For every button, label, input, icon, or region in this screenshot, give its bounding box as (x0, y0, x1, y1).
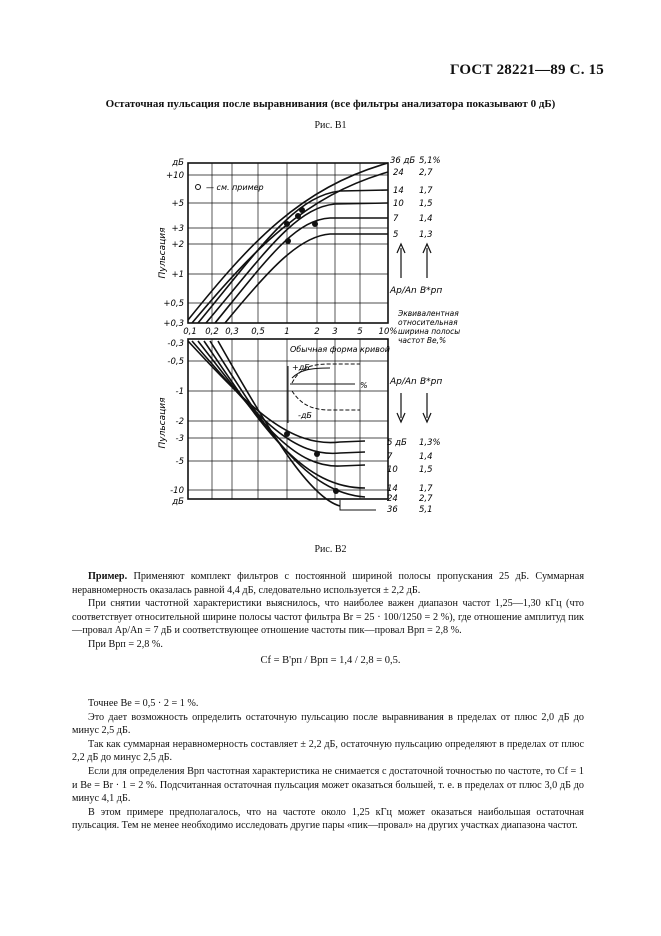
bottom-chart-ylabel: Пульсация (158, 397, 168, 449)
example-lead: Пример. (88, 571, 128, 582)
svg-text:24: 24 (393, 168, 404, 178)
ripple-chart-figure (140, 148, 520, 528)
formula: Cf = B'рп / Bрп = 1,4 / 2,8 = 0,5. (260, 655, 401, 666)
svg-text:36: 36 (387, 505, 398, 515)
svg-text:10%: 10% (378, 327, 398, 337)
svg-text:+5: +5 (171, 199, 184, 209)
bottom-chart-right-labels (387, 438, 441, 515)
top-x-caption (397, 309, 460, 345)
bottom-chart-ytick-labels (167, 339, 184, 507)
paragraph-2: При снятии частотной характеристики выяснилось, что наиболее важен диапазон частот 1,25—1,30 кГц (что соответствует относительной ширине полосы частот фильтра Br = 25 · 100/1250 = 2 %), где отношение амплитуд пик—провал Ap/An = 7 дБ и соответствующее отношение частоты пик—провал Bрп = 2,8 %. (72, 598, 584, 637)
svg-text:5 дБ: 5 дБ (387, 438, 407, 448)
svg-text:0,3: 0,3 (225, 327, 239, 337)
svg-text:10: 10 (387, 465, 398, 475)
svg-text:-2: -2 (175, 417, 184, 427)
svg-text:0,2: 0,2 (205, 327, 219, 337)
svg-text:Эквивалентная: Эквивалентная (398, 309, 459, 318)
svg-text:дБ: дБ (172, 158, 184, 168)
svg-text:1,5: 1,5 (419, 465, 433, 475)
paragraph-6: Так как суммарная неравномерность составляет ± 2,2 дБ, остаточную пульсацию определяют в пределах от плюс 2,2 дБ до минус 2,5 дБ. (72, 738, 584, 764)
bcurve-7db (192, 341, 365, 453)
top-chart-ylabel: Пульсация (158, 227, 168, 279)
svg-text:-0,3: -0,3 (167, 339, 184, 349)
svg-text:1,7: 1,7 (419, 484, 433, 494)
top-chart-right-labels (390, 156, 441, 240)
svg-text:24: 24 (387, 494, 398, 504)
svg-text:0,5: 0,5 (251, 327, 265, 337)
svg-text:14: 14 (387, 484, 398, 494)
figure-b1-caption: Рис. В1 (314, 120, 347, 131)
curve-10db (206, 203, 388, 323)
svg-text:-дБ: -дБ (298, 411, 312, 420)
svg-text:36 дБ: 36 дБ (390, 156, 416, 166)
page-header: ГОСТ 28221—89 С. 15 (450, 62, 604, 78)
svg-text:+0,3: +0,3 (163, 319, 184, 329)
inset-labels (290, 345, 390, 420)
svg-text:+2: +2 (171, 240, 184, 250)
svg-text:+1: +1 (171, 270, 184, 280)
svg-text:7: 7 (393, 214, 399, 224)
top-chart-xtick-labels (183, 327, 397, 337)
svg-text:5: 5 (357, 327, 363, 337)
paragraph-4: Точнее Bе = 0,5 · 2 = 1 %. (88, 698, 199, 709)
svg-text:1,7: 1,7 (419, 186, 433, 196)
paragraph-3: При Bрп = 2,8 %. (88, 638, 163, 650)
svg-text:0,1: 0,1 (183, 327, 197, 337)
svg-text:+0,5: +0,5 (163, 299, 184, 309)
svg-text:5: 5 (393, 230, 399, 240)
bottom-axis-symbol-a: Ap/An (390, 377, 417, 387)
svg-text:1,3: 1,3 (419, 230, 433, 240)
top-legend-note: — см. пример (206, 183, 264, 192)
svg-text:14: 14 (393, 186, 404, 196)
svg-text:1,4: 1,4 (419, 214, 433, 224)
svg-text:+3: +3 (171, 224, 184, 234)
svg-text:1,3%: 1,3% (419, 438, 441, 448)
svg-text:относительная: относительная (398, 318, 458, 327)
body-text-block-1 (72, 570, 584, 652)
svg-text:+10: +10 (166, 171, 184, 181)
section-title: Остаточная пульсация после выравнивания (все фильтры анализатора показывают 0 дБ) (105, 98, 556, 110)
svg-text:Обычная форма кривой: Обычная форма кривой (290, 345, 390, 354)
svg-text:-1: -1 (175, 387, 184, 397)
svg-text:-5: -5 (175, 457, 184, 467)
body-text-block-2 (72, 697, 584, 833)
svg-text:7: 7 (387, 452, 393, 462)
svg-text:2,7: 2,7 (419, 168, 433, 178)
curve-24db (192, 172, 388, 323)
bottom-axis-symbol-b: B*рп (420, 377, 443, 387)
top-axis-symbol-a: Ap/An (390, 286, 417, 296)
bottom-chart-curves (188, 341, 365, 506)
paragraph-7: Если для определения Bрп частотная характеристика не снимается с достаточной точностью по частоте, то Cf = 1 и Bе = Br · 1 = 2 %. Подсчитанная остаточная пульсация может оказаться большей, т. е. в пределах от плюс 3,0 дБ до минус 4,1 дБ. (72, 765, 584, 805)
svg-text:2,7: 2,7 (419, 494, 433, 504)
svg-text:1: 1 (284, 327, 290, 337)
svg-text:5,1%: 5,1% (419, 156, 441, 166)
paragraph-5: Это дает возможность определить остаточную пульсацию после выравнивания в пределах от плюс 2,0 дБ до минус 2,5 дБ. (72, 711, 584, 737)
paragraph-1: Применяют комплект фильтров с постоянной шириной полосы пропускания 25 дБ. Суммарная неравномерность оказалась равной 4,4 дБ, следовательно используется ± 2,2 дБ. (72, 571, 585, 596)
bottom-chart-vgrid (212, 339, 360, 499)
svg-text:2: 2 (314, 327, 320, 337)
svg-text:-0,5: -0,5 (167, 357, 184, 367)
svg-text:1,4: 1,4 (419, 452, 433, 462)
svg-text:10: 10 (393, 199, 404, 209)
svg-text:частот Bе,%: частот Bе,% (398, 336, 447, 345)
svg-text:5,1: 5,1 (419, 505, 433, 515)
curve-5db (225, 234, 388, 323)
svg-text:3: 3 (332, 327, 338, 337)
legend-open-circle-icon (196, 185, 201, 190)
paragraph-8: В этом примере предполагалось, что на частоте около 1,25 кГц может оказаться наибольшая остаточная пульсация. Тем не менее необходимо исследовать другие пары «пик—провал» на других участках диапазона частот. (72, 806, 584, 832)
svg-text:ширина полосы: ширина полосы (398, 327, 461, 336)
svg-text:%: % (360, 381, 368, 390)
top-axis-symbol-b: B*рп (420, 286, 443, 296)
svg-text:-10: -10 (170, 486, 184, 496)
svg-text:+дБ: +дБ (292, 363, 310, 372)
svg-text:-3: -3 (175, 434, 184, 444)
bracket-line (340, 500, 376, 510)
figure-b2-caption: Рис. В2 (314, 544, 347, 555)
svg-text:1,5: 1,5 (419, 199, 433, 209)
svg-text:дБ: дБ (172, 497, 184, 507)
